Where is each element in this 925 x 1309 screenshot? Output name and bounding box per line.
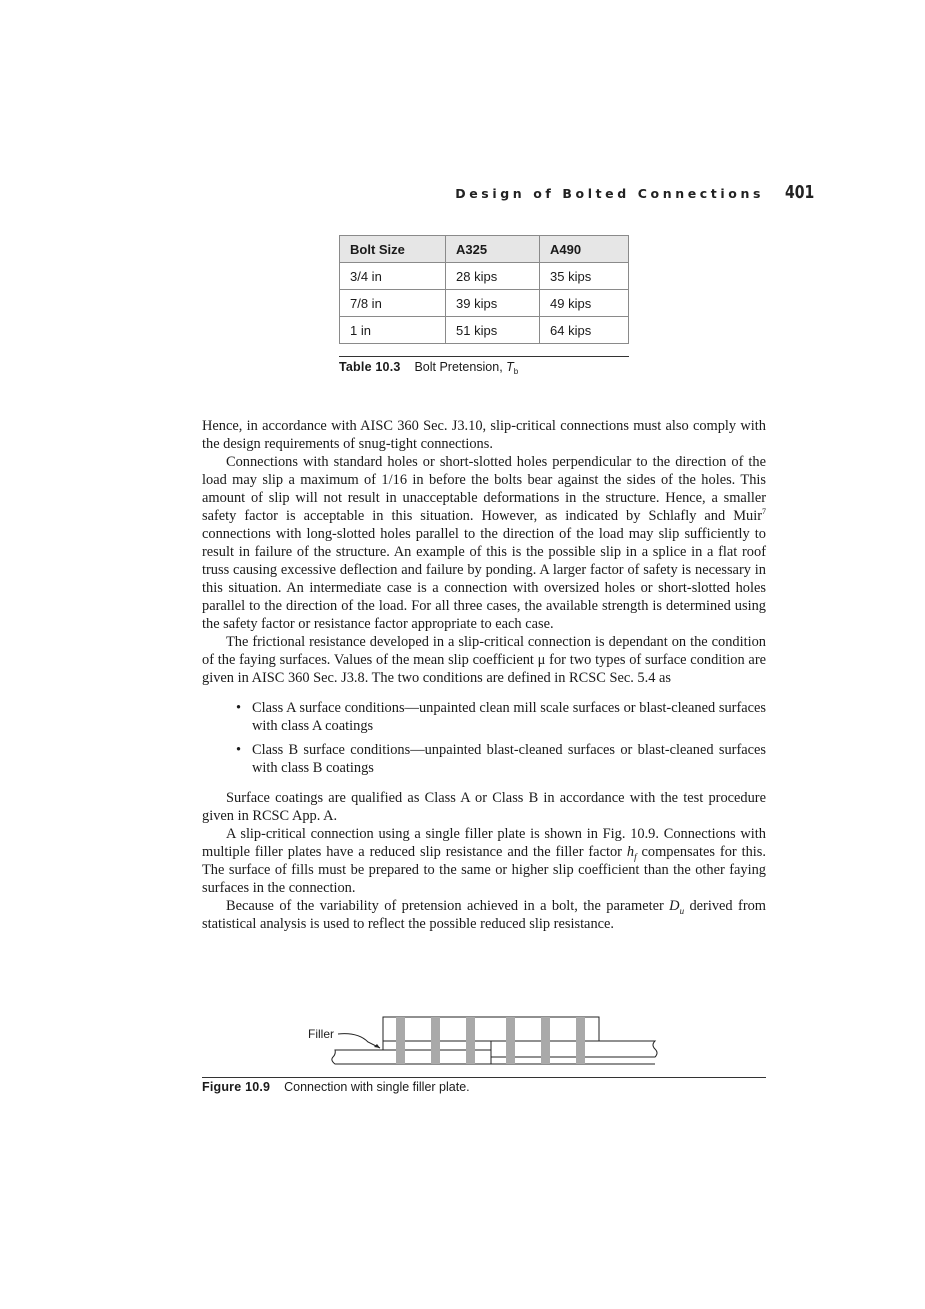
filler-plate-figure [300,1008,670,1074]
table-cell: 51 kips [446,317,540,344]
table-cell: 35 kips [540,263,629,290]
bullet-icon: • [236,700,242,716]
table-header-row [340,236,629,263]
paragraph-text: connections with long-slotted holes parallel to the direction of the load may slip sufficiently to result in failure of the structure. An example of this is the possible slip in a splice in a flat roof truss causing excessive deflection and failure by ponding. A larger factor of safety is necessary in this situation. An intermediate case is a connection with oversized holes or short-slotted holes parallel to the direction of the load. For all three cases, the available strength is determined using the safety factor or resistance factor appropriate to each case. [202,526,766,632]
table-header-cell: A490 [540,236,629,263]
list-item [202,741,766,777]
paragraph-text: derived from statistical analysis is used to reflect the possible reduced slip resistance. [202,898,766,932]
list-item-text: Class B surface conditions—unpainted blast-cleaned surfaces or blast-cleaned surfaces with class B coatings [252,742,766,776]
table-header-cell: A325 [446,236,540,263]
figure-caption-text: Connection with single filler plate. [284,1080,470,1094]
figure-caption-label: Figure 10.9 [202,1080,271,1094]
bullet-icon: • [236,742,242,758]
list-item-text: Class A surface conditions—unpainted clean mill scale surfaces or blast-cleaned surfaces with class A coatings [252,700,766,734]
paragraph [202,453,766,633]
table-cell: 49 kips [540,290,629,317]
splice-plate [383,1017,599,1041]
bolt [506,1017,515,1064]
body-text [202,417,766,933]
paragraph-text: A slip-critical connection using a single filler plate is shown in Fig. 10.9. Connections with multiple filler plates have a reduced slip resistance and the filler factor [202,826,766,860]
reference-marker: 7 [762,507,766,517]
math-subscript: f [634,851,637,862]
math-symbol: D [669,898,680,914]
math-symbol: h [626,844,635,860]
table-caption [339,356,629,376]
page-number: 401 [785,182,815,203]
bolt [466,1017,475,1064]
filler-label: Filler [308,1027,334,1041]
paragraph: Surface coatings are qualified as Class A or Class B in accordance with the test procedure given in RCSC App. A. [202,790,766,824]
figure-caption [202,1080,766,1094]
math-subscript: u [679,905,685,916]
bolt [576,1017,585,1064]
table-cell: 28 kips [446,263,540,290]
paragraph [202,897,766,933]
bolt [541,1017,550,1064]
running-header-title: Design of Bolted Connections [455,186,764,201]
paragraph-text: Connections with standard holes or short-slotted holes perpendicular to the direction of the load may slip a maximum of 1/16 in before the bolts bear against the sides of the holes. This amount of slip will not result in unacceptable deformations in the structure. Hence, a smaller safety factor is acceptable in this situation. However, as indicated by Schlafly and Muir [202,454,766,524]
table-row [340,317,629,344]
figure-rule [202,1077,766,1078]
table-row [340,290,629,317]
bolt-pretension-table [339,235,629,344]
bullet-list [202,699,766,777]
paragraph: The frictional resistance developed in a slip-critical connection is dependant on the condition of the faying surfaces. Values of the mean slip coefficient μ for two types of surface condition are given in AISC 360 Sec. J3.8. The two conditions are defined in RCSC Sec. 5.4 as [202,634,766,686]
filler-leader-line [338,1034,380,1048]
table-caption-text: Bolt Pretension, [414,360,507,374]
table-cell: 7/8 in [340,290,446,317]
table-row [340,263,629,290]
table-caption-subscript: b [513,367,519,376]
table-cell: 3/4 in [340,263,446,290]
bolt [431,1017,440,1064]
table-caption-label: Table 10.3 [339,360,401,374]
paragraph-text: Because of the variability of pretension achieved in a bolt, the parameter [226,898,670,914]
table-caption-symbol: T [506,360,514,374]
paragraph-text: compensates for this. The surface of fills must be prepared to the same or higher slip coefficient than the other faying surfaces in the connection. [202,844,766,896]
bolt [396,1017,405,1064]
table-cell: 64 kips [540,317,629,344]
right-main-plate [491,1041,657,1057]
list-item [202,699,766,735]
table-cell: 39 kips [446,290,540,317]
table-cell: 1 in [340,317,446,344]
paragraph: Hence, in accordance with AISC 360 Sec. J3.10, slip-critical connections must also comply with the design requirements of snug-tight connections. [202,418,766,452]
table-header-cell: Bolt Size [340,236,446,263]
paragraph [202,825,766,897]
